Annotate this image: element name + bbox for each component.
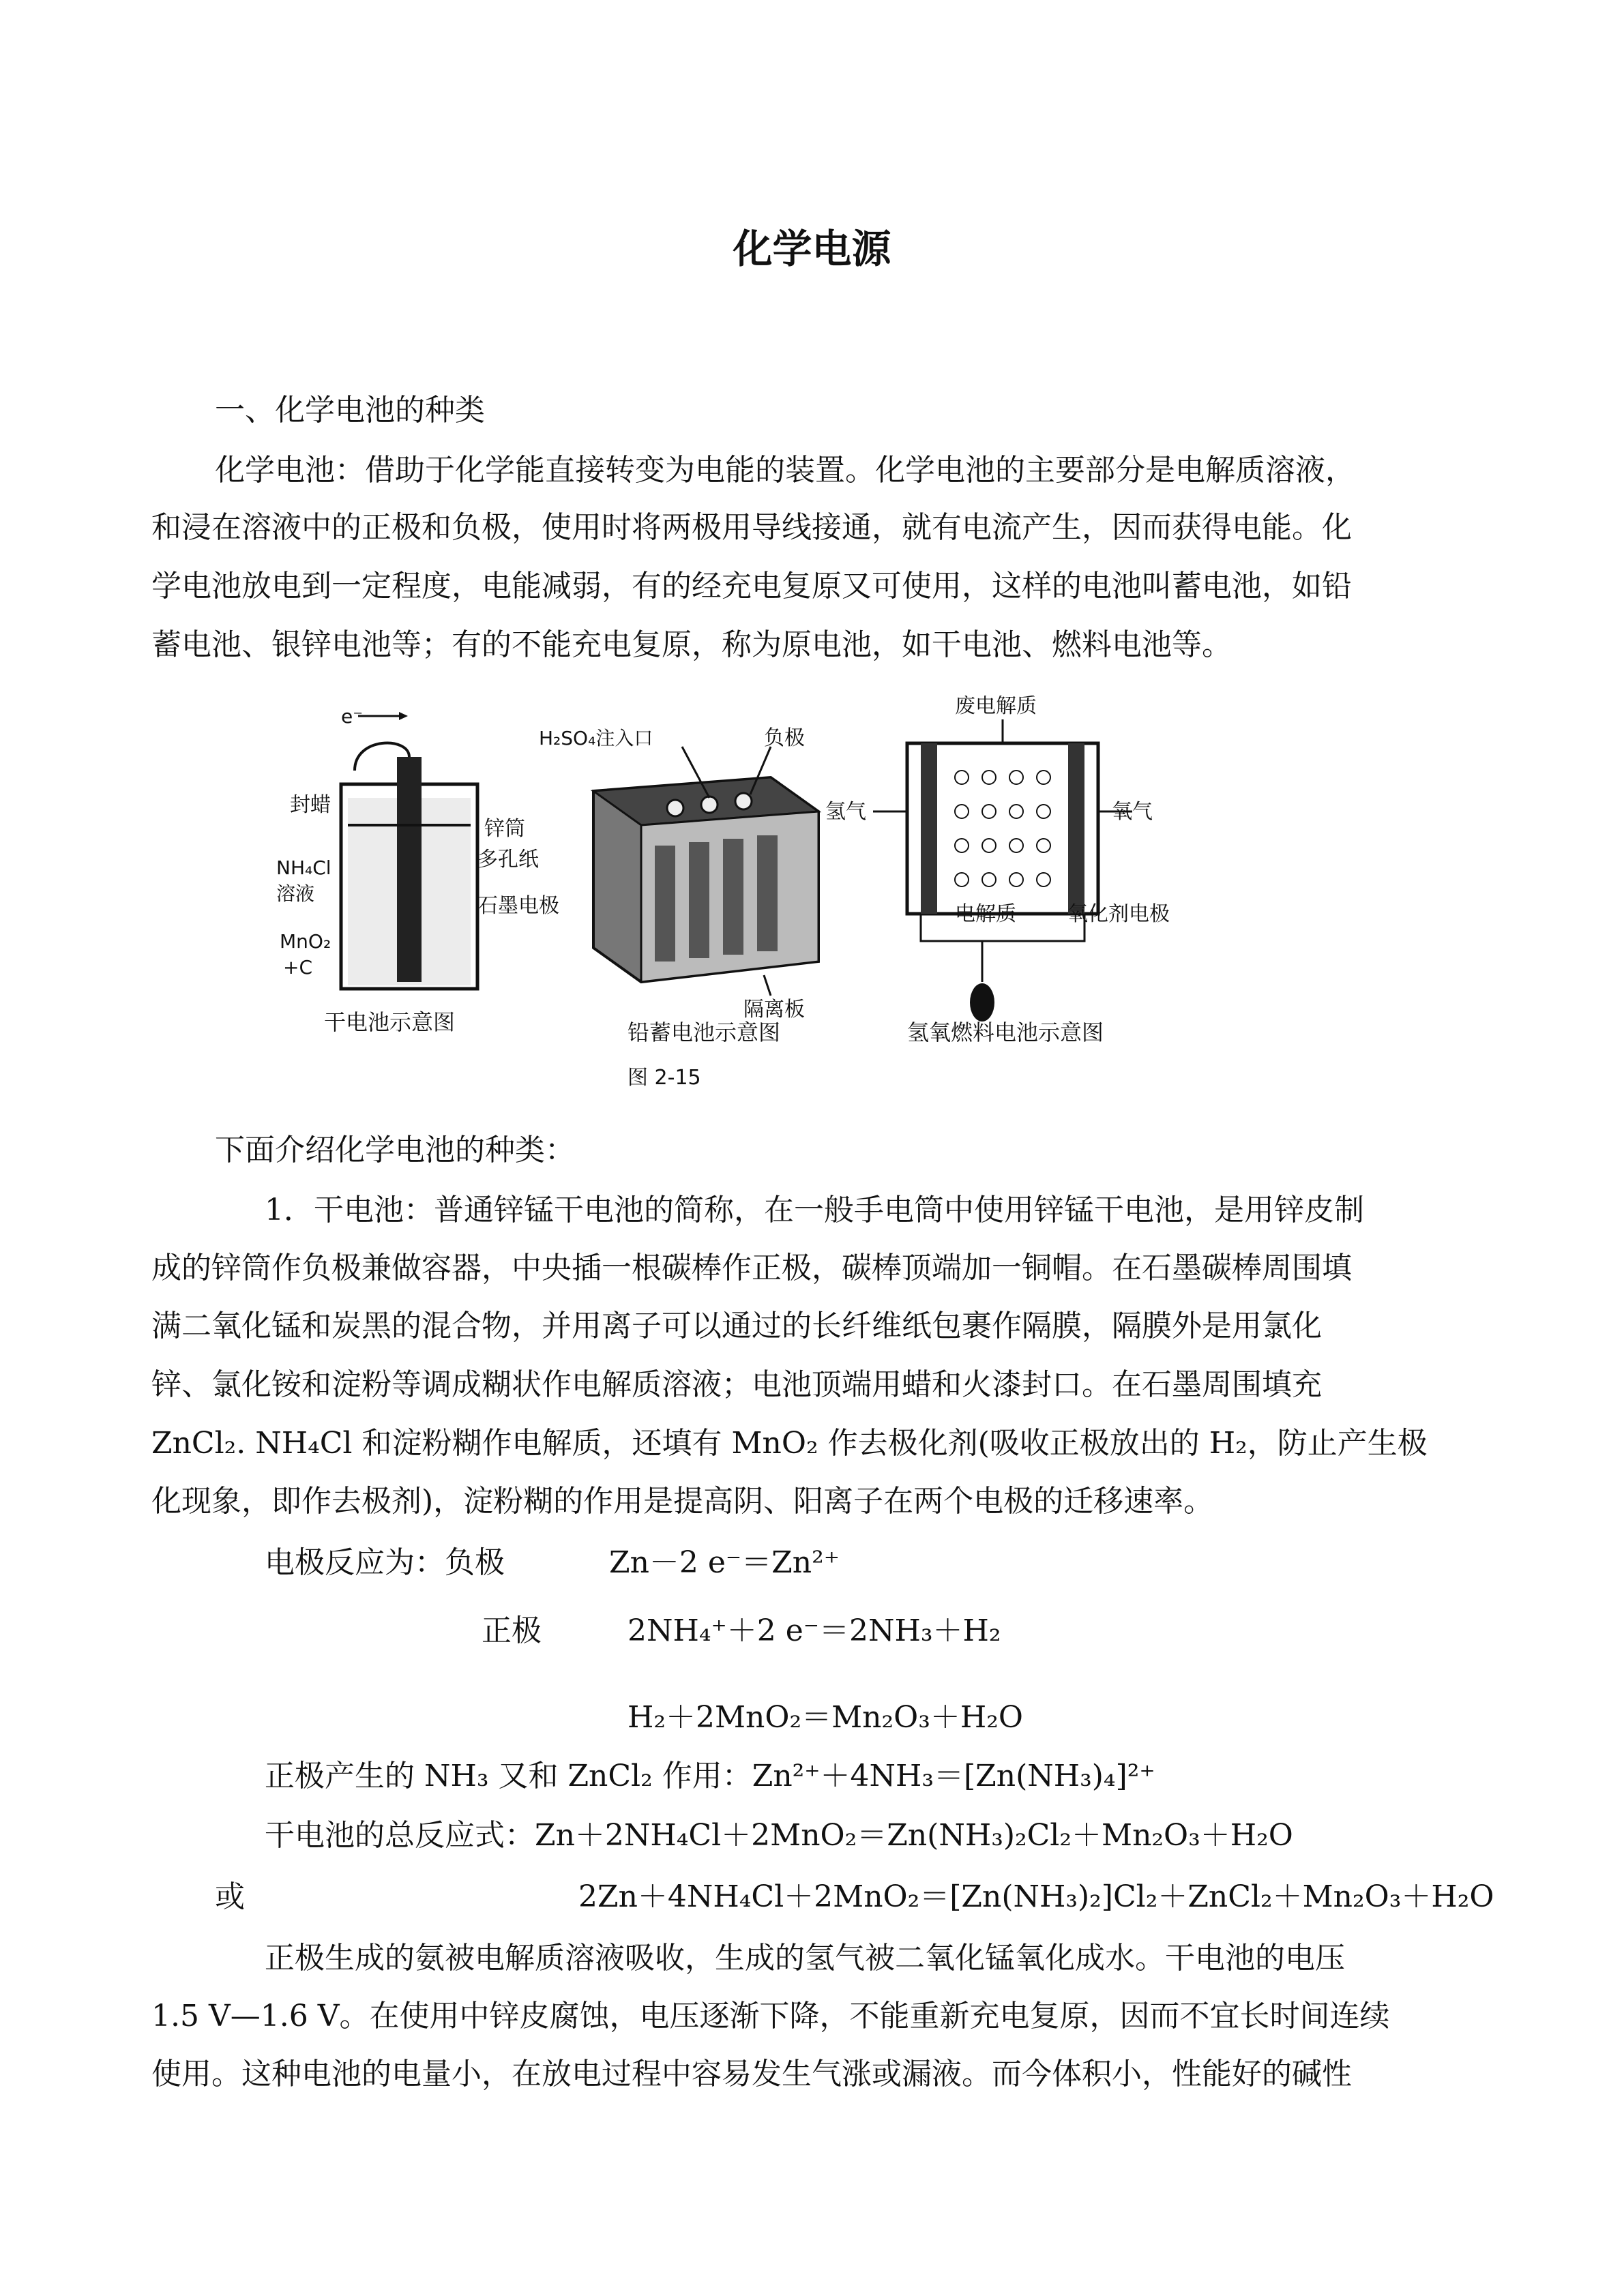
positive-label: 正极 — [482, 1613, 542, 1648]
positive-equation: 2NH₄⁺＋2 e⁻＝2NH₃＋H₂ — [628, 1613, 1001, 1648]
lead-label-separator: 隔离板 — [743, 998, 805, 1022]
dry-label-mno2: MnO₂ — [280, 930, 331, 953]
dry-label-nh4cl: NH₄Cl — [276, 856, 331, 879]
dry-label-graphite: 石墨电极 — [477, 894, 559, 918]
lead-label-inlet: H₂SO₄注入口 — [539, 727, 653, 749]
total-reaction-alt: 2Zn＋4NH₄Cl＋2MnO₂＝[Zn(NH₃)₂]Cl₂＋ZnCl₂＋Mn₂O₃＋H₂O — [578, 1879, 1494, 1914]
intro-line-3: 学电池放电到一定程度，电能减弱，有的经充电复原又可使用，这样的电池叫蓄电池，如铅 — [151, 569, 1352, 603]
fuel-label-electrolyte: 电解质 — [955, 902, 1016, 926]
fuel-cell-diagram — [825, 696, 1170, 1045]
closing-line-2: 1.5 V—1.6 V。在使用中锌皮腐蚀，电压逐渐下降，不能重新充电复原，因而不宜长时间连续 — [151, 1999, 1390, 2033]
dry-label-carbon: +C — [283, 956, 313, 979]
or-label: 或 — [215, 1879, 245, 1914]
dry-label-zinc-can: 锌筒 — [484, 817, 525, 841]
section-heading: 一、化学电池的种类 — [215, 393, 485, 428]
intro-line-4: 蓄电池、银锌电池等；有的不能充电复原，称为原电池，如干电池、燃料电池等。 — [151, 627, 1232, 662]
fuel-label-oxidant: 氧化剂电极 — [1067, 902, 1170, 926]
dry-cell-caption: 干电池示意图 — [324, 1009, 456, 1035]
page-title: 化学电源 — [733, 226, 891, 272]
fuel-cell-caption: 氢氧燃料电池示意图 — [907, 1019, 1104, 1045]
intro-line-1: 化学电池：借助于化学能直接转变为电能的装置。化学电池的主要部分是电解质溶液， — [215, 453, 1355, 488]
dry-text-3: 满二氧化锰和炭黑的混合物，并用离子可以通过的长纤维纸包裹作隔膜，隔膜外是用氯化 — [151, 1309, 1322, 1343]
intro-line-2: 和浸在溶液中的正极和负极，使用时将两极用导线接通，就有电流产生，因而获得电能。化 — [151, 510, 1352, 545]
total-reaction-line: 干电池的总反应式：Zn＋2NH₄Cl＋2MnO₂＝Zn(NH₃)₂Cl₂＋Mn₂O₃＋H₂O — [265, 1818, 1293, 1853]
closing-line-1: 正极生成的氨被电解质溶液吸收，生成的氢气被二氧化锰氧化成水。干电池的电压 — [265, 1941, 1345, 1976]
fuel-label-waste: 废电解质 — [955, 696, 1037, 718]
dry-cell-diagram — [276, 705, 559, 1035]
dry-text-1: 1．干电池：普通锌锰干电池的简称，在一般手电筒中使用锌锰干电池，是用锌皮制 — [265, 1193, 1364, 1227]
dry-text-2: 成的锌筒作负极兼做容器，中央插一根碳棒作正极，碳棒顶端加一铜帽。在石墨碳棒周围填 — [151, 1251, 1352, 1285]
dry-label-solution: 溶液 — [276, 882, 315, 905]
positive-equation-2: H₂＋2MnO₂＝Mn₂O₃＋H₂O — [628, 1700, 1023, 1735]
nh3-reaction-line: 正极产生的 NH₃ 又和 ZnCl₂ 作用：Zn²⁺＋4NH₃＝[Zn(NH₃)₄]²⁺ — [265, 1759, 1155, 1793]
types-intro: 下面介绍化学电池的种类： — [215, 1133, 575, 1167]
lead-battery-diagram — [539, 726, 818, 1045]
dry-label-electron: e⁻ — [341, 705, 364, 728]
closing-line-3: 使用。这种电池的电量小，在放电过程中容易发生气涨或漏液。而今体积小，性能好的碱性 — [151, 2057, 1352, 2091]
dry-text-6: 化现象，即作去极剂)，淀粉糊的作用是提高阴、阳离子在两个电极的迁移速率。 — [151, 1484, 1214, 1519]
dry-label-porous-paper: 多孔纸 — [477, 848, 539, 871]
dry-text-4: 锌、氯化铵和淀粉等调成糊状作电解质溶液；电池顶端用蜡和火漆封口。在石墨周围填充 — [151, 1367, 1322, 1402]
dry-text-5: ZnCl₂. NH₄Cl 和淀粉糊作电解质，还填有 MnO₂ 作去极化剂(吸收正极放出的 H₂，防止产生极 — [151, 1426, 1428, 1461]
lead-battery-caption: 铅蓄电池示意图 — [628, 1019, 781, 1045]
reaction-label: 电极反应为：负极 — [265, 1545, 505, 1580]
figure-number: 图 2-15 — [628, 1066, 701, 1090]
fuel-label-hydrogen: 氢气 — [825, 800, 866, 824]
dry-label-seal: 封蜡 — [290, 793, 331, 817]
negative-equation: Zn－2 e⁻＝Zn²⁺ — [609, 1545, 840, 1580]
fuel-label-oxygen: 氧气 — [1112, 800, 1153, 824]
lead-label-negative: 负极 — [764, 726, 805, 750]
battery-figure — [273, 696, 1180, 1105]
